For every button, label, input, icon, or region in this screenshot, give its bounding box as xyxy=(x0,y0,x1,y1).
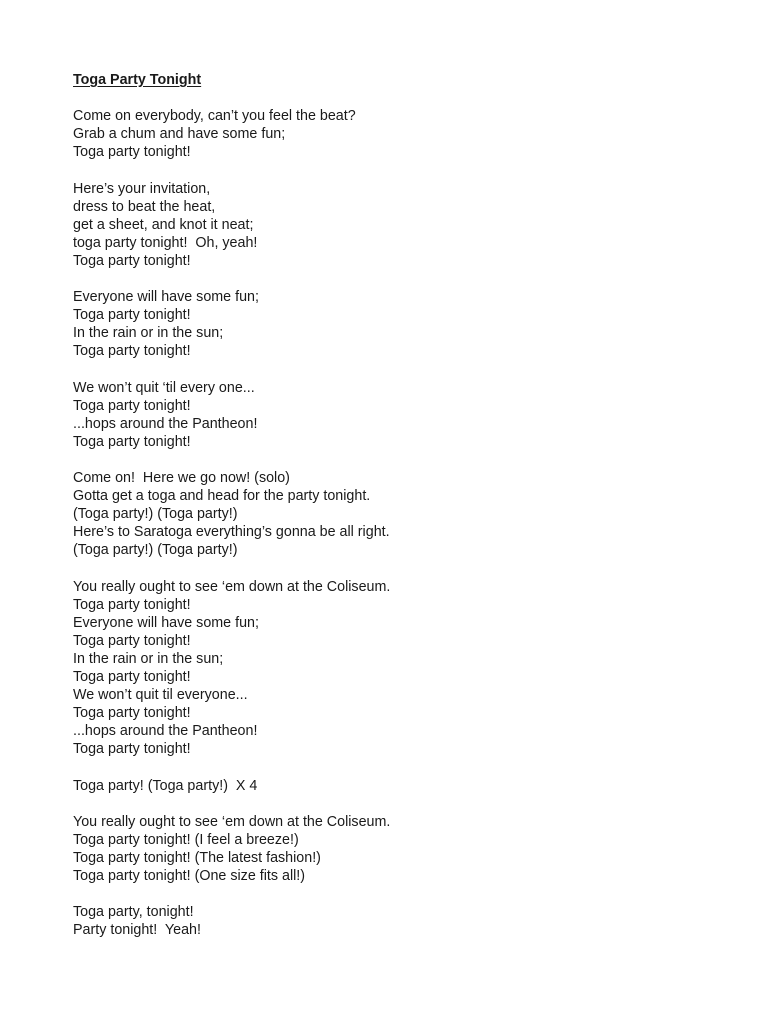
lyrics-content xyxy=(73,71,713,958)
lyric-line: We won’t quit ‘til every one... xyxy=(73,379,255,396)
lyric-line: Toga party, tonight! xyxy=(73,904,194,921)
stanza-list xyxy=(73,107,713,939)
lyric-line: toga party tonight! Oh, yeah! xyxy=(73,234,258,251)
lyric-line: Here’s to Saratoga everything’s gonna be all right. xyxy=(73,524,390,541)
stanza xyxy=(73,379,713,451)
lyric-line: Toga party tonight! xyxy=(73,144,191,161)
stanza xyxy=(73,107,713,161)
lyric-line: Toga party! (Toga party!) X 4 xyxy=(73,777,258,794)
stanza xyxy=(73,578,713,759)
lyric-line: Toga party tonight! (One size fits all!) xyxy=(73,868,306,885)
lyric-line: Come on! Here we go now! (solo) xyxy=(73,470,290,487)
lyric-line: get a sheet, and knot it neat; xyxy=(73,216,254,233)
lyric-line: ...hops around the Pantheon! xyxy=(73,723,258,740)
lyric-line: We won’t quit til everyone... xyxy=(73,687,248,704)
lyric-line: Toga party tonight! xyxy=(73,632,191,649)
stanza xyxy=(73,180,713,270)
lyric-line: dress to beat the heat, xyxy=(73,198,216,215)
lyric-line: Everyone will have some fun; xyxy=(73,614,259,631)
lyric-line: Toga party tonight! xyxy=(73,343,191,360)
lyric-line: In the rain or in the sun; xyxy=(73,651,224,667)
lyric-line: Come on everybody, can’t you feel the beat? xyxy=(73,108,356,125)
lyric-line: Toga party tonight! (I feel a breeze!) xyxy=(73,831,299,848)
stanza xyxy=(73,813,713,885)
lyric-line: Here’s your invitation, xyxy=(73,180,211,197)
lyric-line: In the rain or in the sun; xyxy=(73,325,224,342)
lyric-line: Toga party tonight! (The latest fashion!) xyxy=(73,850,321,867)
lyric-line: Grab a chum and have some fun; xyxy=(73,126,286,143)
stanza xyxy=(73,288,713,360)
lyric-line: Toga party tonight! xyxy=(73,252,191,269)
lyric-line: Toga party tonight! xyxy=(73,669,191,686)
lyric-line: Toga party tonight! xyxy=(73,705,191,722)
lyric-line: (Toga party!) (Toga party!) xyxy=(73,506,238,523)
document-title: Toga Party Tonight xyxy=(73,72,202,88)
lyric-line: You really ought to see ‘em down at the Coliseum. xyxy=(73,813,391,830)
lyric-line: ...hops around the Pantheon! xyxy=(73,415,258,432)
lyric-line: Toga party tonight! xyxy=(73,596,191,613)
lyric-line: Everyone will have some fun; xyxy=(73,289,259,306)
lyric-line: You really ought to see ‘em down at the Coliseum. xyxy=(73,578,391,595)
stanza xyxy=(73,469,713,559)
lyric-line: Toga party tonight! xyxy=(73,307,191,324)
stanza xyxy=(73,903,713,939)
lyric-line: (Toga party!) (Toga party!) xyxy=(73,542,238,559)
lyric-line: Toga party tonight! xyxy=(73,433,191,450)
stanza xyxy=(73,777,713,795)
lyric-line: Toga party tonight! xyxy=(73,741,191,758)
lyric-line: Toga party tonight! xyxy=(73,397,191,414)
lyric-line: Party tonight! Yeah! xyxy=(73,922,201,939)
lyric-line: Gotta get a toga and head for the party tonight. xyxy=(73,488,371,505)
